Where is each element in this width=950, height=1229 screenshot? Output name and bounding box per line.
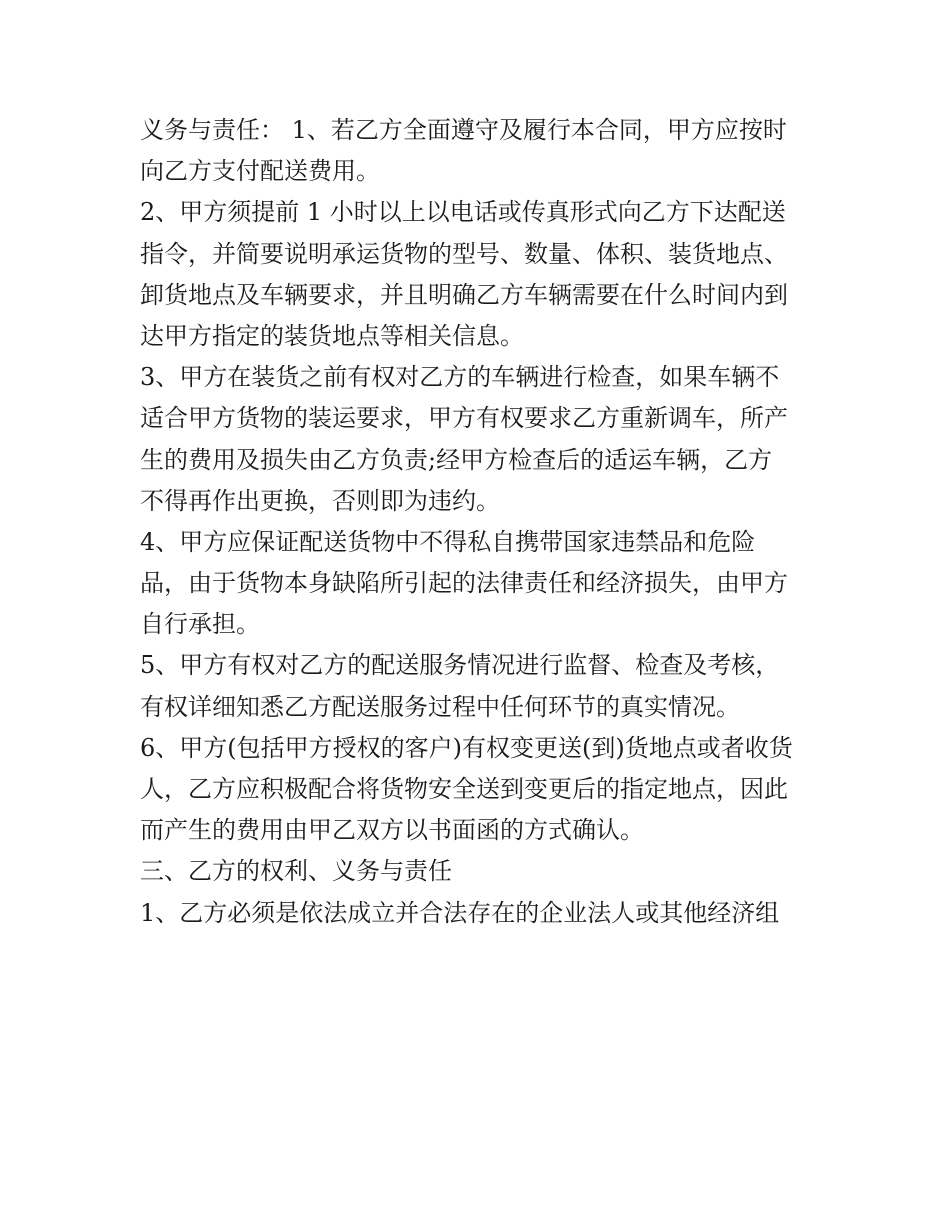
text-line: 自行承担。 xyxy=(140,610,260,639)
text-line: 卸货地点及车辆要求，并且明确乙方车辆需要在什么时间内到 xyxy=(140,280,788,309)
text-line: 人，乙方应积极配合将货物安全送到变更后的指定地点，因此 xyxy=(140,775,788,803)
text-line: 而产生的费用由甲乙双方以书面函的方式确认。 xyxy=(140,816,644,845)
text-line: 2、甲方须提前 1 小时以上以电话或传真形式向乙方下达配送 xyxy=(140,198,786,227)
text-line: 生的费用及损失由乙方负责;经甲方检查后的适运车辆，乙方 xyxy=(140,445,773,474)
text-line: 适合甲方货物的装运要求，甲方有权要求乙方重新调车，所产 xyxy=(140,404,788,433)
text-line: 3、甲方在装货之前有权对乙方的车辆进行检查，如果车辆不 xyxy=(140,363,780,392)
section-heading: 三、乙方的权利、义务与责任 xyxy=(140,857,452,886)
text-line: 指令，并简要说明承运货物的型号、数量、体积、装货地点、 xyxy=(140,239,788,268)
text-line: 不得再作出更换，否则即为违约。 xyxy=(140,486,500,515)
text-line: 5、甲方有权对乙方的配送服务情况进行监督、检查及考核， xyxy=(140,651,780,680)
text-line: 4、甲方应保证配送货物中不得私自携带国家违禁品和危险 xyxy=(140,527,756,556)
text-line: 6、甲方(包括甲方授权的客户)有权变更送(到)货地点或者收货 xyxy=(140,733,793,762)
text-line: 有权详细知悉乙方配送服务过程中任何环节的真实情况。 xyxy=(140,692,740,721)
text-line: 义务与责任： 1、若乙方全面遵守及履行本合同，甲方应按时 xyxy=(140,116,787,144)
text-line: 1、乙方必须是依法成立并合法存在的企业法人或其他经济组 xyxy=(140,898,780,927)
document-body xyxy=(140,110,815,934)
text-line: 达甲方指定的装货地点等相关信息。 xyxy=(140,321,524,350)
text-line: 向乙方支付配送费用。 xyxy=(140,157,380,186)
text-line: 品，由于货物本身缺陷所引起的法律责任和经济损失，由甲方 xyxy=(140,569,788,598)
